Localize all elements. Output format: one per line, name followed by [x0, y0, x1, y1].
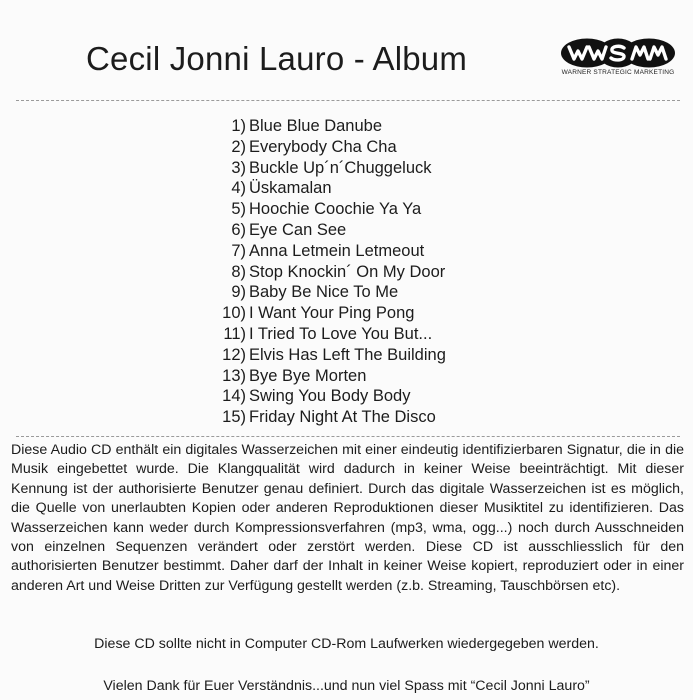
track-title: I Tried To Love You But... — [249, 324, 433, 343]
track-item — [200, 178, 520, 199]
track-item — [200, 137, 520, 158]
track-item — [200, 158, 520, 179]
track-number: 10) — [222, 304, 246, 323]
track-number: 13) — [222, 366, 246, 385]
track-number: 3) — [231, 158, 246, 177]
top-divider — [16, 100, 680, 101]
track-number: 6) — [231, 220, 246, 239]
track-item — [200, 324, 520, 345]
track-title: Üskamalan — [249, 179, 332, 198]
track-item — [200, 407, 520, 428]
track-number: 15) — [222, 408, 246, 427]
track-title: Hoochie Coochie Ya Ya — [249, 200, 422, 219]
track-number: 5) — [231, 200, 246, 219]
playback-warning: Diese CD sollte nicht in Computer CD-Rom Laufwerken wiedergegeben werden. — [94, 636, 599, 652]
tracklist — [200, 116, 520, 428]
track-number: 8) — [231, 262, 246, 281]
label-logo — [560, 38, 676, 80]
track-item — [200, 241, 520, 262]
track-number: 9) — [231, 283, 246, 302]
track-item — [200, 366, 520, 387]
middle-divider — [16, 436, 680, 437]
track-title: Baby Be Nice To Me — [249, 283, 399, 302]
track-title: Bye Bye Morten — [249, 366, 367, 385]
track-title: Eye Can See — [249, 220, 347, 239]
track-number: 7) — [231, 241, 246, 260]
track-title: Anna Letmein Letmeout — [249, 241, 425, 260]
track-number: 14) — [222, 387, 246, 406]
thanks-message: Vielen Dank für Euer Verständnis...und nun viel Spass mit “Cecil Jonni Lauro” — [103, 678, 590, 694]
track-title: Blue Blue Danube — [249, 117, 383, 135]
track-title: Buckle Up´n´Chuggeluck — [249, 158, 432, 177]
track-item — [200, 386, 520, 407]
logo-caption: WARNER STRATEGIC MARKETING — [561, 69, 675, 76]
track-title: Friday Night At The Disco — [249, 408, 436, 427]
track-title: I Want Your Ping Pong — [249, 304, 415, 323]
track-number: 12) — [222, 345, 246, 364]
track-number: 2) — [231, 137, 246, 156]
track-item — [200, 199, 520, 220]
track-item — [200, 345, 520, 366]
track-number: 1) — [231, 117, 246, 135]
track-item — [200, 262, 520, 283]
track-number: 11) — [223, 324, 246, 343]
track-title: Swing You Body Body — [249, 387, 411, 406]
track-item — [200, 116, 520, 137]
album-title: Cecil Jonni Lauro - Album — [86, 40, 468, 77]
track-number: 4) — [231, 179, 246, 198]
track-item — [200, 220, 520, 241]
watermark-notice: Diese Audio CD enthält ein digitales Wasserzeichen mit einer eindeutig identifizierbaren Signatur, die in die Musik eingebettet wurde. Die Klangqualität wird dadurch in keiner Weise beeinträchtigt. Mit dieser Kennung ist der authorisierte Benutzer genau definiert. Durch das digitale Wasserzeichen ist es möglich, die Quelle von unerlaubten Kopien oder anderen Reproduktionen dieser Musiktitel zu identifizieren. Das Wasserzeichen kann weder durch Kompressionsverfahren (mp3, wma, ogg...) noch durch Ausschneiden von einzelnen Sequenzen verändert oder zerstört werden. Diese CD ist ausschliesslich für den authorisierten Benutzer bestimmt. Daher darf der Inhalt in keiner Weise kopiert, reproduziert oder in einer anderen Art und Weise Dritten zur Verfügung gestellt werden (z.b. Streaming, Tauschbörsen etc). — [11, 442, 684, 594]
track-item — [200, 282, 520, 303]
wsm-logo-icon — [560, 38, 676, 68]
track-title: Everybody Cha Cha — [249, 137, 397, 156]
track-title: Stop Knockin´ On My Door — [249, 262, 446, 281]
track-title: Elvis Has Left The Building — [249, 345, 446, 364]
header — [0, 0, 693, 100]
track-item — [200, 303, 520, 324]
